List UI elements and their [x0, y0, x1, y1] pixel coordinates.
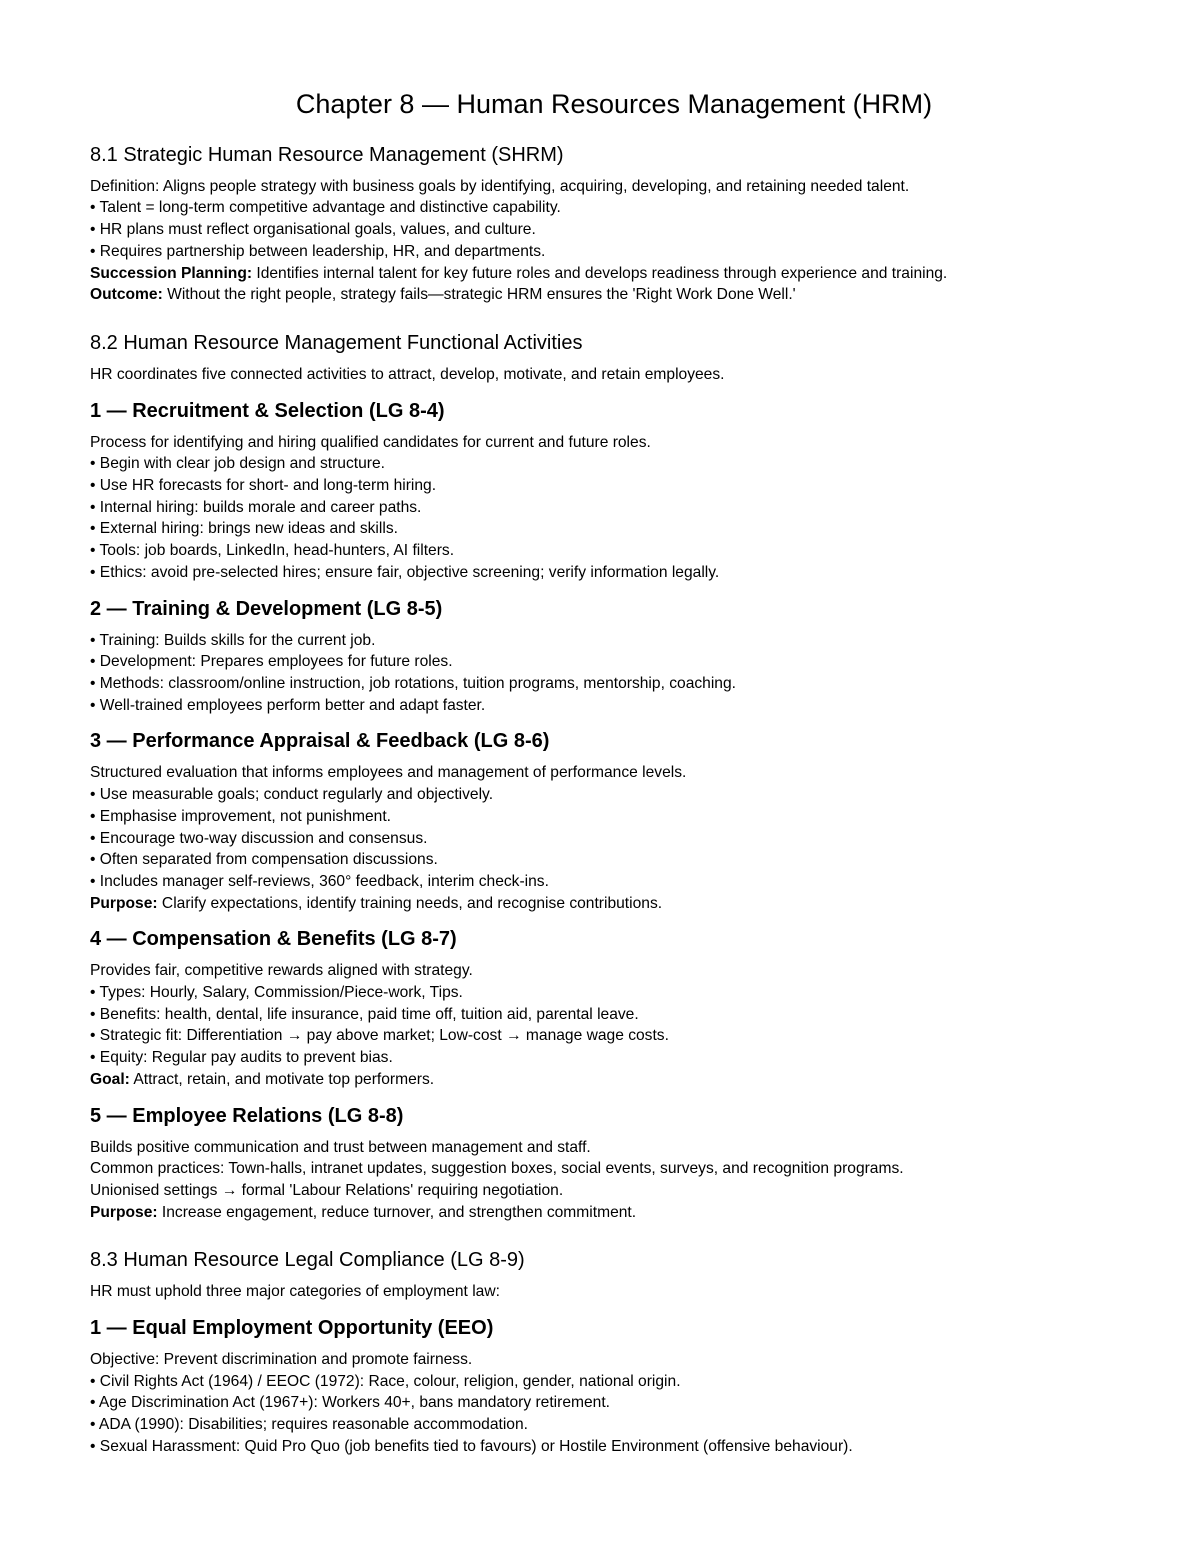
training-development	[90, 596, 1120, 717]
document-page	[90, 88, 1120, 1470]
compensation-intro: Provides fair, competitive rewards aligned with strategy.	[90, 962, 473, 980]
succession-planning	[90, 263, 1120, 285]
relations-line: Unionised settings → formal 'Labour Relations' requiring negotiation.	[90, 1181, 564, 1199]
training-bullet: • Training: Builds skills for the current job.	[90, 631, 376, 649]
relations-heading: 5 — Employee Relations (LG 8-8)	[90, 1104, 404, 1127]
recruitment-heading: 1 — Recruitment & Selection (LG 8-4)	[90, 399, 445, 422]
eeo-heading: 1 — Equal Employment Opportunity (EEO)	[90, 1317, 494, 1340]
eeo-bullet: • Sexual Harassment: Quid Pro Quo (job benefits tied to favours) or Hostile Environment (offensive behaviour).	[90, 1437, 853, 1455]
shrm-outcome	[90, 284, 1120, 306]
training-bullet: • Well-trained employees perform better and adapt faster.	[90, 696, 486, 714]
recruitment-bullet: • Ethics: avoid pre-selected hires; ensure fair, objective screening; verify information legally.	[90, 563, 720, 581]
appraisal-intro: Structured evaluation that informs employees and management of performance levels.	[90, 764, 687, 782]
recruitment-bullet: • Begin with clear job design and structure.	[90, 455, 385, 473]
eeo-bullet: • Age Discrimination Act (1967+): Workers 40+, bans mandatory retirement.	[90, 1394, 610, 1412]
relations-purpose-label: Purpose:	[90, 1203, 158, 1221]
appraisal-bullet: • Use measurable goals; conduct regularly and objectively.	[90, 786, 494, 804]
hrm-activities-intro: HR coordinates five connected activities to attract, develop, motivate, and retain employees.	[90, 365, 725, 383]
appraisal-purpose-text: Clarify expectations, identify training needs, and recognise contributions.	[157, 894, 663, 912]
recruitment-bullet: • Internal hiring: builds morale and career paths.	[90, 498, 422, 516]
appraisal-bullet: • Encourage two-way discussion and consensus.	[90, 829, 428, 847]
shrm-bullet: • Requires partnership between leadership, HR, and departments.	[90, 242, 546, 260]
shrm-definition: Definition: Aligns people strategy with business goals by identifying, acquiring, developing, and retaining needed talent.	[90, 177, 910, 195]
outcome-text: Without the right people, strategy fails—strategic HRM ensures the 'Right Work Done Well.'	[162, 286, 796, 304]
compensation-bullet: • Equity: Regular pay audits to prevent bias.	[90, 1049, 393, 1067]
page-title: Chapter 8 — Human Resources Management (HRM)	[295, 89, 933, 119]
training-bullet: • Methods: classroom/online instruction, job rotations, tuition programs, mentorship, coaching.	[90, 675, 736, 692]
eeo-bullet: • Civil Rights Act (1964) / EEOC (1972): Race, colour, religion, gender, national origin.	[90, 1372, 681, 1390]
section-8-1	[90, 142, 1120, 306]
shrm-bullet: • Talent = long-term competitive advantage and distinctive capability.	[90, 199, 561, 217]
outcome-label: Outcome:	[90, 286, 163, 304]
training-heading: 2 — Training & Development (LG 8-5)	[90, 597, 443, 620]
section-heading-8-3: 8.3 Human Resource Legal Compliance (LG 8-9)	[90, 1249, 525, 1272]
appraisal-bullet: • Often separated from compensation discussions.	[90, 851, 438, 869]
section-heading-8-1: 8.1 Strategic Human Resource Management (SHRM)	[90, 143, 564, 166]
shrm-bullet: • HR plans must reflect organisational goals, values, and culture.	[90, 221, 536, 239]
relations-line: Common practices: Town-halls, intranet updates, suggestion boxes, social events, surveys, and recognition programs.	[90, 1160, 904, 1178]
succession-planning-label: Succession Planning:	[90, 264, 253, 282]
compensation-goal-text: Attract, retain, and motivate top performers.	[129, 1070, 435, 1088]
employee-relations	[90, 1103, 1120, 1224]
appraisal-purpose	[90, 893, 1120, 915]
compensation-bullet: • Benefits: health, dental, life insurance, paid time off, tuition aid, parental leave.	[90, 1005, 639, 1023]
compensation-bullet: • Types: Hourly, Salary, Commission/Piece-work, Tips.	[90, 984, 463, 1002]
compensation-bullet: • Strategic fit: Differentiation → pay above market; Low-cost → manage wage costs.	[90, 1027, 669, 1045]
section-heading-8-2: 8.2 Human Resource Management Functional Activities	[90, 331, 583, 354]
eeo-bullet: • ADA (1990): Disabilities; requires reasonable accommodation.	[90, 1416, 528, 1434]
training-bullet: • Development: Prepares employees for future roles.	[90, 653, 453, 671]
legal-compliance-intro: HR must uphold three major categories of employment law:	[90, 1283, 500, 1301]
compensation-benefits	[90, 926, 1120, 1090]
relations-purpose-text: Increase engagement, reduce turnover, and strengthen commitment.	[157, 1203, 637, 1221]
recruitment-bullet: • Tools: job boards, LinkedIn, head-hunters, AI filters.	[90, 542, 455, 560]
appraisal-bullet: • Emphasise improvement, not punishment.	[90, 807, 392, 825]
succession-planning-text: Identifies internal talent for key future roles and develops readiness through experience and training.	[252, 264, 948, 282]
recruitment-bullet: • External hiring: brings new ideas and skills.	[90, 520, 398, 538]
appraisal-bullet: • Includes manager self-reviews, 360° feedback, interim check-ins.	[90, 872, 549, 890]
compensation-goal	[90, 1069, 1120, 1091]
recruitment-selection	[90, 398, 1120, 584]
appraisal-heading: 3 — Performance Appraisal & Feedback (LG 8-6)	[90, 730, 550, 753]
recruitment-bullet: • Use HR forecasts for short- and long-term hiring.	[90, 477, 437, 495]
compensation-goal-label: Goal:	[90, 1070, 130, 1088]
section-8-2	[90, 330, 1120, 386]
relations-line: Builds positive communication and trust between management and staff.	[90, 1138, 591, 1156]
equal-employment-opportunity	[90, 1315, 1120, 1458]
eeo-objective: Objective: Prevent discrimination and promote fairness.	[90, 1351, 473, 1369]
section-8-3	[90, 1247, 1120, 1303]
recruitment-intro: Process for identifying and hiring qualified candidates for current and future roles.	[90, 433, 651, 451]
compensation-heading: 4 — Compensation & Benefits (LG 8-7)	[90, 928, 457, 951]
relations-purpose	[90, 1202, 1120, 1224]
appraisal-purpose-label: Purpose:	[90, 894, 158, 912]
performance-appraisal	[90, 728, 1120, 914]
